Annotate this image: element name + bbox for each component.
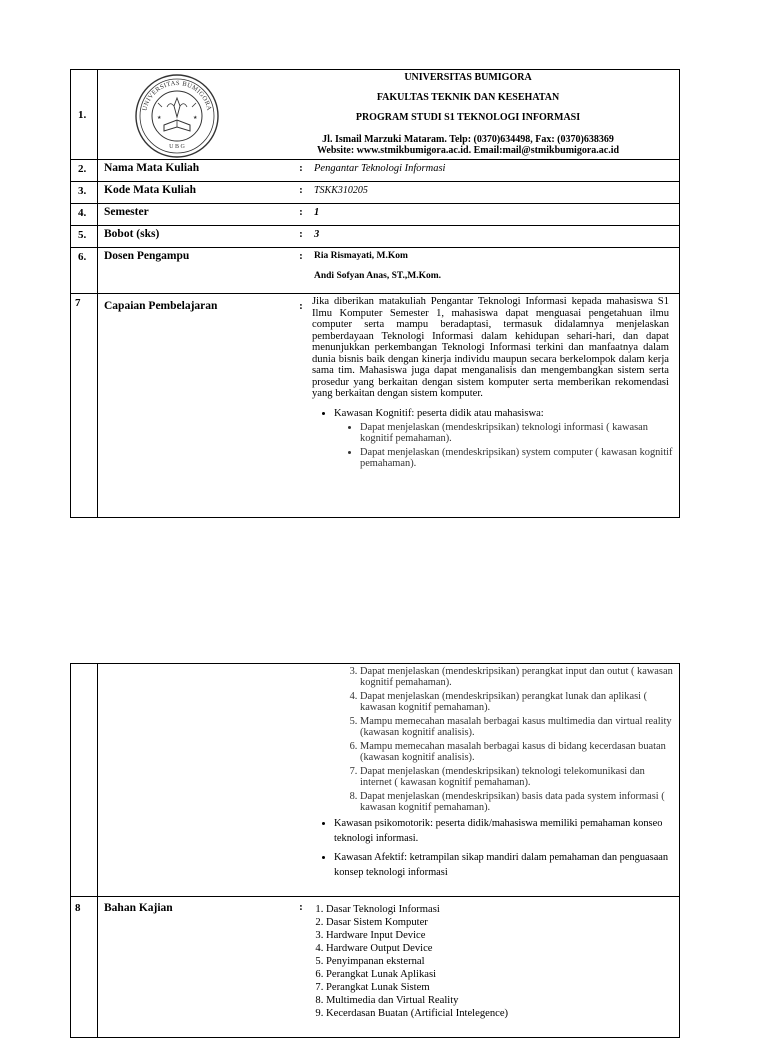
list-item: 3. Hardware Input Device: [326, 929, 675, 942]
website-line: Website: www.stmikbumigora.ac.id. Email:mail@stmikbumigora.ac.id: [316, 145, 620, 156]
kognitif-list-p2: [334, 666, 675, 813]
list-item: 9. Kecerdasan Buatan (Artificial Intelegence): [326, 1007, 675, 1020]
semester-value: 1: [314, 207, 320, 218]
course-name-label: Nama Mata Kuliah: [104, 162, 200, 174]
svg-text:★: ★: [157, 116, 162, 121]
svg-text:U B G: U B G: [169, 144, 185, 150]
row-number: 1.: [78, 108, 87, 121]
row-study-material: 8 Bahan Kajian : 1. Dasar Teknologi Informasi 2. Dasar Sistem Komputer 3. Hardware Input Device 4. Hardware Output Device 5. Penyimpanan eksternal 6. Perangkat Lunak Aplikasi 7. Perangkat Lunak Sistem 8. Multimedia dan Virtual Reality 9. Kecerdasan Buatan (Artificial Intelegence): [71, 897, 680, 1038]
institution-header: [278, 70, 658, 156]
course-code-value: TSKK310205: [314, 185, 368, 196]
course-name-value: Pengantar Teknologi Informasi: [314, 163, 446, 174]
row-credits: 5. Bobot (sks) : 3: [71, 226, 680, 248]
semester-label: Semester: [104, 206, 149, 218]
credits-label: Bobot (sks): [104, 228, 160, 240]
university-seal-logo: [134, 73, 220, 159]
list-item: 5. Penyimpanan eksternal: [326, 955, 675, 968]
address-line: Jl. Ismail Marzuki Mataram. Telp: (0370)634498, Fax: (0370)638369: [322, 134, 614, 145]
kognitif-list-p1: [334, 422, 675, 469]
faculty-name: FAKULTAS TEKNIK DAN KESEHATAN: [376, 92, 560, 103]
row-semester: 4. Semester : 1: [71, 204, 680, 226]
lecturer-2: Andi Sofyan Anas, ST.,M.Kom.: [314, 271, 442, 281]
row-lecturer: 6. Dosen Pengampu : Ria Rismayati, M.Kom Andi Sofyan Anas, ST.,M.Kom.: [71, 248, 680, 294]
course-code-label: Kode Mata Kuliah: [104, 184, 197, 196]
course-info-table-page2: [70, 663, 680, 1038]
list-item: 3. Dapat menjelaskan (mendeskripsikan) perangkat input dan outut ( kawasan kognitif pemahaman).: [360, 666, 675, 688]
credits-value: 3: [314, 229, 320, 240]
program-name: PROGRAM STUDI S1 TEKNOLOGI INFORMASI: [355, 112, 581, 123]
list-item: 6. Perangkat Lunak Aplikasi: [326, 968, 675, 981]
row-course-name: 2. Nama Mata Kuliah : Pengantar Teknologi Informasi: [71, 160, 680, 182]
row-course-code: 3. Kode Mata Kuliah : TSKK310205: [71, 182, 680, 204]
list-item: 6. Mampu memecahan masalah berbagai kasus di bidang kecerdasan buatan (kawasan kognitif analisis).: [360, 741, 675, 763]
afektif-bullet: • Kawasan Afektif: ketrampilan sikap mandiri dalam pemahaman dan penguasaan konsep teknologi informasi: [334, 850, 675, 880]
learning-outcomes-paragraph: Jika diberikan matakuliah Pengantar Teknologi Informasi kepada mahasiswa S1 Ilmu Komputer Semester 1, mahasiswa dapat menguasai pengetahuan ilmu computer serta mampu beradaptasi, termasuk didalamnya menjelaskan pemberdayaan Teknologi Informasi dalam kehidupan sehari-hari, dan dapat menunjukkan perkembangan Teknologi Informasi terkini dan manfaatnya dalam dunia bisnis baik dengan kinerja individu maupun secara berkelompok dalam kerja sama tim. Mahasiswa juga dapat menganalisis dan mengembangkan sistem serta prosedur yang berkaitan dengan sistem komputer serta memberikan rekomendasi yang berkaitan dengan sistem komputer.: [312, 296, 669, 399]
kognitif-bullet: • Kawasan Kognitif: peserta didik atau mahasiswa: • Dapat menjelaskan (mendeskripsikan) teknologi informasi ( kawasan kognitif pemahaman). • Dapat menjelaskan (mendeskripsikan) system computer ( kawasan kognitif pemahaman).: [334, 408, 675, 469]
lecturer-1: Ria Rismayati, M.Kom: [314, 251, 408, 261]
list-item: 1. Dasar Teknologi Informasi: [326, 903, 675, 916]
svg-text:UNIVERSITAS BUMIGORA: UNIVERSITAS BUMIGORA: [141, 79, 213, 112]
header-row: [71, 70, 680, 160]
psikomotorik-bullet: • Kawasan psikomotorik: peserta didik/mahasiswa memiliki pemahaman konseo teknologi informasi.: [334, 816, 675, 846]
list-item: 2. Dasar Sistem Komputer: [326, 916, 675, 929]
list-item: 8. Dapat menjelaskan (mendeskripsikan) basis data pada system informasi ( kawasan kognitif pemahaman).: [360, 791, 675, 813]
row-learning-outcomes-cont: [71, 664, 680, 897]
list-item: 4. Hardware Output Device: [326, 942, 675, 955]
list-item: 8. Multimedia dan Virtual Reality: [326, 994, 675, 1007]
list-item: • Dapat menjelaskan (mendeskripsikan) teknologi informasi ( kawasan kognitif pemahaman).: [360, 422, 675, 444]
course-info-table-page1: [70, 69, 680, 518]
study-material-list: [310, 903, 675, 1020]
list-item: 7. Perangkat Lunak Sistem: [326, 981, 675, 994]
list-item: 7. Dapat menjelaskan (mendeskripsikan) teknologi telekomunikasi dan internet ( kawasan kognitif pemahaman).: [360, 766, 675, 788]
list-item: 5. Mampu memecahan masalah berbagai kasus multimedia dan virtual reality (kawasan kognitif analisis).: [360, 716, 675, 738]
lecturer-label: Dosen Pengampu: [104, 250, 190, 262]
list-item: 4. Dapat menjelaskan (mendeskripsikan) perangkat lunak dan aplikasi ( kawasan kognitif pemahaman).: [360, 691, 675, 713]
svg-text:★: ★: [193, 116, 198, 121]
row-learning-outcomes: 7 Capaian Pembelajaran : Jika diberikan matakuliah Pengantar Teknologi Informasi kepada mahasiswa S1 Ilmu Komputer Semester 1, mahasiswa dapat menguasai pengetahuan ilmu computer serta mampu beradaptasi, termasuk didalamnya menjelaskan pemberdayaan Teknologi Informasi dalam kehidupan sehari-hari, dan dapat menunjukkan perkembangan Teknologi Informasi terkini dan manfaatnya dalam dunia bisnis baik dengan kinerja individu maupun secara berkelompok dalam kerja sama tim. Mahasiswa juga dapat menganalisis dan mengembangkan sistem serta prosedur yang berkaitan dengan sistem komputer serta memberikan rekomendasi yang berkaitan dengan sistem komputer. • Kawasan Kognitif: peserta didik atau mahasiswa: • Dapat menjelaskan (mendeskripsikan) teknologi informasi ( kawasan kognitif pemahaman). • Dapat menjelaskan (mendeskripsikan) system computer ( kawasan kognitif pemahaman).: [71, 294, 680, 518]
study-material-label: Bahan Kajian: [104, 902, 173, 914]
university-name: UNIVERSITAS BUMIGORA: [404, 72, 532, 83]
list-item: • Dapat menjelaskan (mendeskripsikan) system computer ( kawasan kognitif pemahaman).: [360, 447, 675, 469]
learning-outcomes-label: Capaian Pembelajaran: [104, 300, 218, 312]
